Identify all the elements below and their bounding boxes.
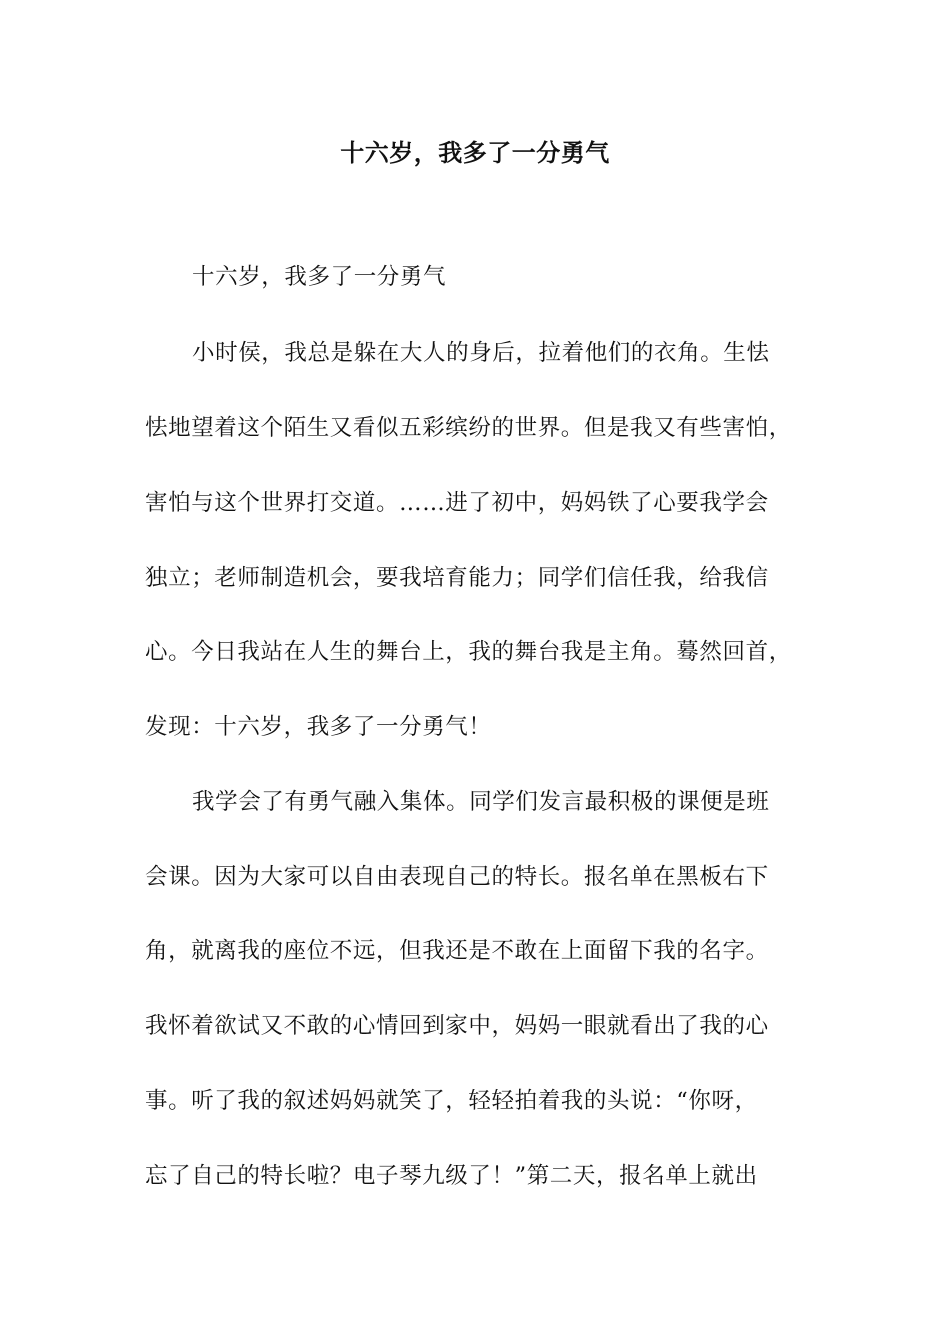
document-title: 十六岁，我多了一分勇气 — [340, 138, 610, 167]
paragraph-line: 我怀着欲试又不敢的心情回到家中，妈妈一眼就看出了我的心 — [145, 1013, 769, 1039]
paragraph-line: 发现：十六岁，我多了一分勇气！ — [145, 714, 492, 740]
paragraph-line: 害怕与这个世界打交道。……进了初中，妈妈铁了心要我学会 — [145, 490, 769, 516]
paragraph-line: 会课。因为大家可以自由表现自己的特长。报名单在黑板右下 — [145, 864, 769, 890]
paragraph-line: 忘了自己的特长啦？电子琴九级了！”第二天，报名单上就出 — [145, 1163, 758, 1189]
paragraph-line: 角，就离我的座位不远，但我还是不敢在上面留下我的名字。 — [145, 938, 769, 964]
subtitle-line: 十六岁，我多了一分勇气 — [192, 264, 447, 290]
paragraph-line: 独立；老师制造机会，要我培育能力；同学们信任我，给我信 — [145, 565, 769, 591]
paragraph-line: 心。今日我站在人生的舞台上，我的舞台我是主角。蓦然回首， — [145, 639, 792, 665]
paragraph-line: 小时侯，我总是躲在大人的身后，拉着他们的衣角。生怯 — [192, 340, 770, 366]
paragraph-line: 事。听了我的叙述妈妈就笑了，轻轻拍着我的头说：“你呀， — [145, 1088, 758, 1114]
paragraph-line: 怯地望着这个陌生又看似五彩缤纷的世界。但是我又有些害怕， — [145, 415, 792, 441]
paragraph-line: 我学会了有勇气融入集体。同学们发言最积极的课便是班 — [192, 789, 770, 815]
